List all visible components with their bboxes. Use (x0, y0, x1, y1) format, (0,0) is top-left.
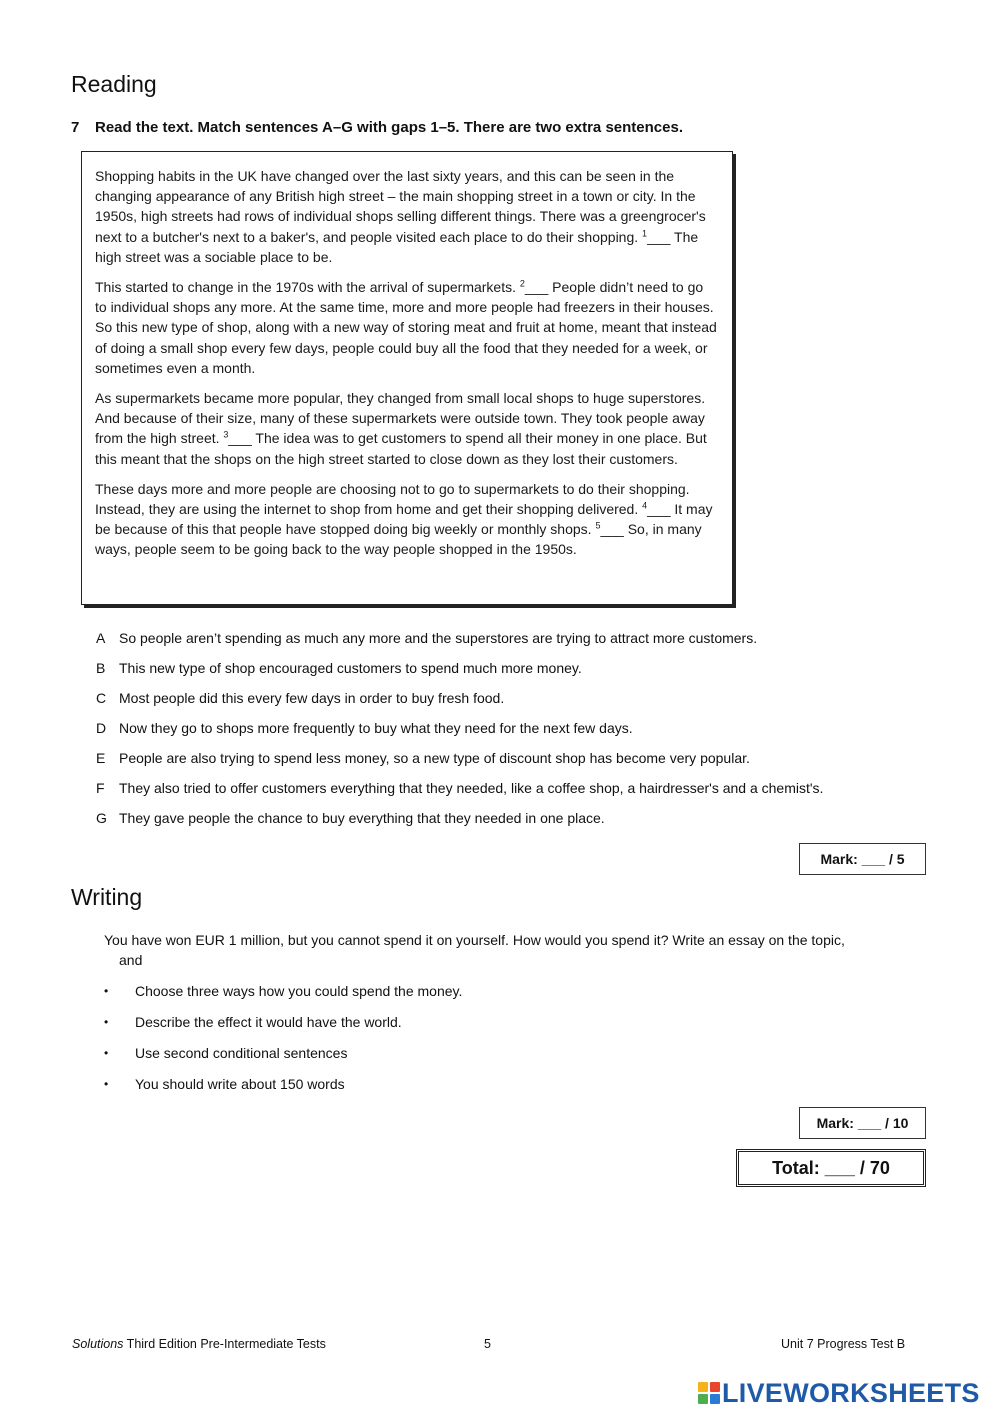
reading-mark-box: Mark: ___ / 5 (799, 843, 926, 875)
writing-prompt-line: You have won EUR 1 million, but you cannot spend it on yourself. How would you spend it? Write an essay on the topic, (104, 932, 845, 948)
task-text: Read the text. Match sentences A–G with gaps 1–5. There are two extra sentences. (95, 119, 683, 136)
paragraph-3 (95, 388, 718, 469)
option-text: So people aren’t spending as much any more and the superstores are trying to attract more customers. (119, 630, 758, 646)
footer-unit: Unit 7 Progress Test B (781, 1337, 906, 1351)
writing-prompt-line: and (119, 952, 143, 968)
option-c (96, 690, 823, 720)
gap-2-number: 2 (519, 278, 525, 289)
option-b (96, 660, 823, 690)
option-a (96, 630, 823, 660)
bullet-text: Describe the effect it would have the world. (135, 1014, 402, 1030)
gap-3-number: 3 (223, 429, 229, 440)
task-number: 7 (71, 119, 80, 136)
liveworksheets-logo-icon (698, 1382, 720, 1404)
paragraph-text: This started to change in the 1970s with the arrival of supermarkets. (95, 279, 520, 296)
liveworksheets-logo-text: LIVEWORKSHEETS (722, 1377, 980, 1408)
bullet-item (104, 1012, 462, 1043)
paragraph-2 (95, 277, 718, 378)
answer-options (96, 630, 823, 840)
liveworksheets-logo (698, 1377, 980, 1409)
reading-text-box (81, 151, 733, 605)
option-letter: A (96, 630, 106, 646)
bullet-icon: • (104, 1077, 109, 1091)
option-e (96, 750, 823, 780)
option-letter: G (96, 810, 107, 826)
paragraph-1 (95, 166, 718, 267)
footer-book-rest: Third Edition Pre-Intermediate Tests (123, 1337, 326, 1351)
paragraph-text: Shopping habits in the UK have changed over the last sixty years, and this can be seen in the changing appearance of any British high street – the main shopping street in a town or city. In the 1950s, high streets had rows of individual shops selling different things. There was a greengrocer's next to a butcher's next to a baker's, and people visited each place to do their shopping. (95, 168, 706, 245)
paragraph-4 (95, 479, 718, 560)
task-instruction (71, 119, 683, 136)
option-f (96, 780, 823, 810)
gap-1-number: 1 (642, 227, 648, 238)
bullet-text: Use second conditional sentences (135, 1045, 348, 1061)
bullet-icon: • (104, 1046, 109, 1060)
footer-page-number: 5 (484, 1337, 491, 1351)
paragraph-text: These days more and more people are choosing not to go to supermarkets to do their shopping. Instead, they are using the internet to shop from home and get their shopping delivered. (95, 480, 690, 518)
paragraph-text: ___ The idea was to get customers to spend all their money in one place. But this meant that the shops on the high street started to close down as they lost their customers. (95, 430, 707, 467)
option-g (96, 810, 823, 840)
footer-book-italic: Solutions (72, 1337, 124, 1351)
option-letter: D (96, 720, 107, 736)
bullet-text: Choose three ways how you could spend the money. (135, 983, 463, 999)
option-letter: E (96, 750, 106, 766)
paragraph-text: ___ It may be because of this that people have stopped doing big weekly or monthly shops. (95, 501, 713, 538)
bullet-item (104, 1043, 462, 1074)
option-text: They gave people the chance to buy everything that they needed in one place. (119, 810, 605, 826)
writing-prompt (104, 930, 914, 970)
footer-book-title (72, 1337, 326, 1351)
option-d (96, 720, 823, 750)
bullet-text: You should write about 150 words (135, 1076, 345, 1092)
bullet-item (104, 1074, 462, 1105)
total-mark-box: Total: ___ / 70 (736, 1149, 926, 1187)
option-text: People are also trying to spend less money, so a new type of discount shop has become very popular. (119, 750, 750, 766)
paragraph-text: ___ People didn’t need to go to individual shops any more. At the same time, more and more people had freezers in their houses. So this new type of shop, along with a new way of storing meat and fruit at home, meant that instead of doing a small shop every few days, people could buy all the food that they needed for a week, or sometimes even a month. (95, 279, 717, 376)
paragraph-text: ___ The high street was a sociable place to be. (95, 228, 699, 265)
option-letter: B (96, 660, 106, 676)
writing-mark-box: Mark: ___ / 10 (799, 1107, 926, 1139)
writing-heading: Writing (71, 884, 143, 910)
writing-bullets (104, 981, 462, 1105)
paragraph-text: As supermarkets became more popular, they changed from small local shops to huge superstores. And because of their size, many of these supermarkets were outside town. They took people away from the high street. (95, 390, 706, 447)
option-text: This new type of shop encouraged customers to spend much more money. (119, 660, 582, 676)
bullet-icon: • (104, 1015, 109, 1029)
option-text: Most people did this every few days in order to buy fresh food. (119, 690, 505, 706)
gap-4-number: 4 (642, 500, 648, 511)
bullet-icon: • (104, 984, 109, 998)
paragraph-text: ___ So, in many ways, people seem to be going back to the way people shopped in the 1950s. (95, 521, 702, 558)
option-letter: F (96, 780, 105, 796)
option-text: Now they go to shops more frequently to buy what they need for the next few days. (119, 720, 633, 736)
option-text: They also tried to offer customers everything that they needed, like a coffee shop, a hairdresser's and a chemist's. (119, 780, 824, 796)
reading-heading: Reading (71, 71, 157, 97)
gap-5-number: 5 (595, 520, 601, 531)
option-letter: C (96, 690, 107, 706)
bullet-item (104, 981, 462, 1012)
